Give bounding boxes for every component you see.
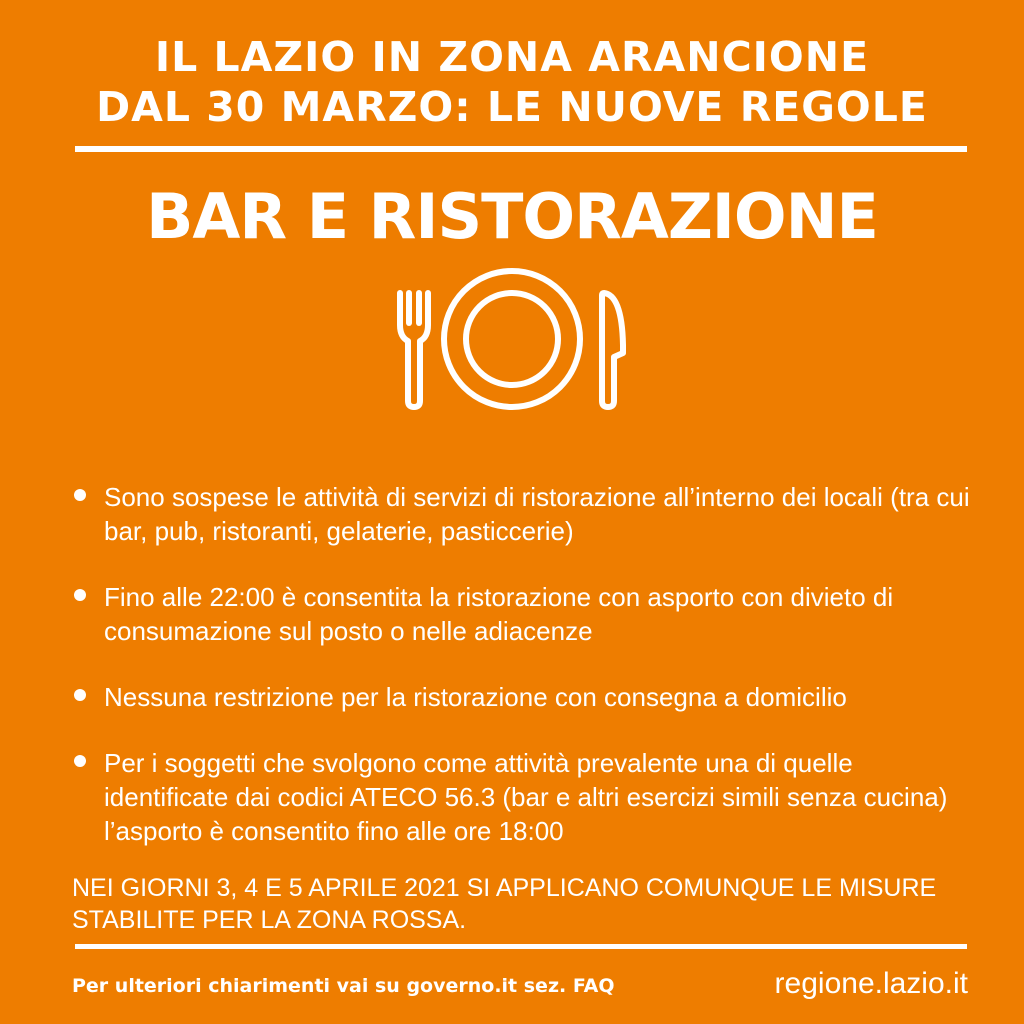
- header-title-line2: DAL 30 MARZO: LE NUOVE REGOLE: [96, 83, 928, 131]
- bullet-icon: [74, 489, 86, 501]
- website-link[interactable]: regione.lazio.it: [774, 967, 968, 1000]
- red-zone-note: NEI GIORNI 3, 4 E 5 APRILE 2021 SI APPLICANO COMUNQUE LE MISURE STABILITE PER LA ZONA ROSSA.: [72, 874, 937, 934]
- list-item: [72, 746, 972, 848]
- list-item: [72, 680, 972, 714]
- top-divider: [75, 146, 967, 152]
- list-item: [72, 480, 972, 548]
- faq-info-text: Per ulteriori chiarimenti vai su governo.it sez. FAQ: [72, 975, 615, 997]
- bullet-text: Nessuna restrizione per la ristorazione con consegna a domicilio: [104, 682, 847, 712]
- bullet-text: Sono sospese le attività di servizi di ristorazione all’interno dei locali (tra cui bar, pub, ristoranti, gelaterie, pasticcerie): [104, 482, 970, 546]
- rules-list: [72, 480, 972, 880]
- section-title: BAR E RISTORAZIONE: [146, 180, 878, 253]
- cutlery-plate-icon: [392, 265, 632, 415]
- bottom-divider: [75, 944, 967, 949]
- bullet-icon: [74, 755, 86, 767]
- header-title-line1: IL LAZIO IN ZONA ARANCIONE: [154, 33, 870, 81]
- bullet-icon: [74, 689, 86, 701]
- bullet-icon: [74, 589, 86, 601]
- bullet-text: Per i soggetti che svolgono come attività prevalente una di quelle identificate dai codici ATECO 56.3 (bar e altri esercizi simili senza cucina) l’asporto è consentito fino alle ore 18:00: [104, 748, 948, 846]
- list-item: [72, 580, 972, 648]
- bullet-text: Fino alle 22:00 è consentita la ristorazione con asporto con divieto di consumazione sul posto o nelle adiacenze: [104, 582, 894, 646]
